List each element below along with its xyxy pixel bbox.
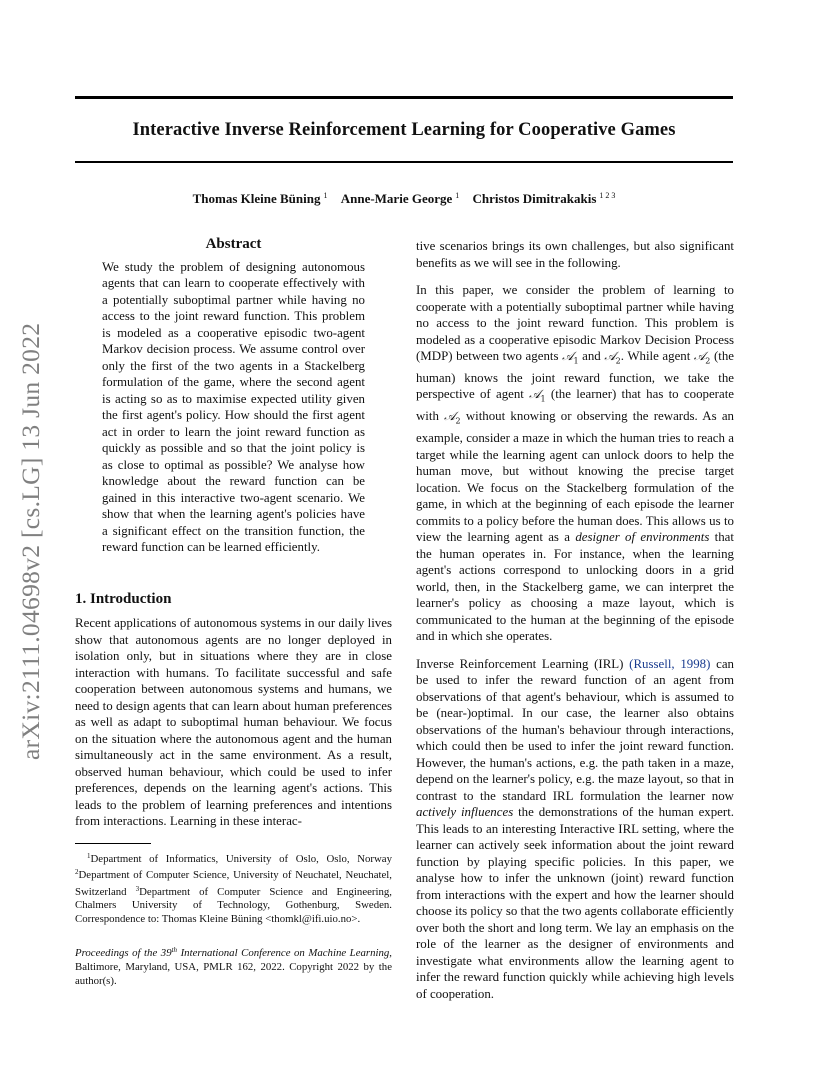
citation-link-russell-1998[interactable]: (Russell, 1998)	[629, 656, 711, 671]
abstract-text: We study the problem of designing autonomous agents that can learn to cooperate effectively with a potentially suboptimal partner while having no access to the joint reward function. This problem is modeled as a cooperative episodic two-agent Markov decision process. We assume control over only the first of the two agents in a Stackelberg formulation of the game, where the second agent is acting so as to maximise expected utility given the first agent's policy. How should the first agent act in order to learn the joint reward function as quickly as possible and so that the joint policy is as close to optimal as possible? We analyse how knowledge about the reward function can be gained in this interactive two-agent scenario. We show that when the learning agent's policies have a significant effect on the transition function, the reward function can be learned efficiently.	[102, 259, 365, 554]
abstract-heading: Abstract	[205, 236, 262, 252]
author-name: Anne-Marie George	[340, 191, 453, 206]
author-affiliation-mark: 1	[455, 191, 460, 200]
intro-paragraph-1: Recent applications of autonomous systems in our daily lives show that autonomous agents are no longer deployed in isolation only, but in situations where they are in close interaction with humans. To facilitate successful and safe cooperation between autonomous systems and humans, we need to design agents that can learn about human preferences as well as adapt to suboptimal human behaviour. We focus on the situation where the autonomous agent and the human simultaneously act in the same environment. As a result, observed human behaviour, which could be used to infer preferences, depends on the learning agent's actions. This leads to the problem of learning preferences and intentions from interactions. Learning in these interac-	[75, 616, 392, 828]
intro-paragraph-1-continued: tive scenarios brings its own challenges, but also significant benefits as we will see in the following.	[416, 239, 734, 270]
title-top-rule	[75, 96, 733, 99]
agent-symbol: 𝒜$_1$	[529, 387, 546, 404]
agent-symbol: 𝒜$_2$	[693, 349, 711, 366]
agent-symbol: 𝒜$_2$	[444, 409, 461, 426]
paper-title: Interactive Inverse Reinforcement Learning for Cooperative Games	[132, 120, 676, 140]
author-3	[473, 191, 616, 206]
author-list	[75, 191, 733, 207]
author-1	[193, 191, 328, 206]
author-affiliation-mark: 1	[323, 191, 328, 200]
section-heading-introduction: 1. Introduction	[75, 590, 172, 607]
intro-paragraph-2: In this paper, we consider the problem of learning to cooperate with a potentially suboptimal partner while having no access to the joint reward function. This problem is modeled as a cooperative episodic Markov Decision Process (MDP) between two agents 𝒜$_1$ and 𝒜$_2$. While agent 𝒜$_2$ (the human) knows the joint reward function, we take the perspective of agent 𝒜$_1$ (the learner) that has to cooperate with 𝒜$_2$ without knowing or observing the rewards. As an example, consider a maze in which the human tries to reach a target while the learning agent can unlock doors to help the human move, but without knowing the precise target location. We focus on the Stackelberg formulation of the game, in which at the beginning of each episode the learner commits to a policy before the human does. This allows us to view the learning agent as a designer of environments that the human operates in. For instance, when the learning agent's actions correspond to unlocking doors in a grid world, then, in the Stackelberg game, we can interpret the learner's policy as choosing a maze layout, which is communicated to the human at the beginning of the episode and in which she operates.	[416, 283, 734, 644]
affiliation-footnote: $^1$Department of Informatics, University of Oslo, Oslo, Norway $^2$Department of Computer Science, University of Neuchatel, Neuchatel, Switzerland $^3$Department of Computer Science and Engineering, Chalmers University of Technology, Gothenburg, Sweden. Correspondence to: Thomas Kleine Büning <thomkl@ifi.uio.no>.	[75, 851, 392, 925]
author-affiliation-mark: 1 2 3	[599, 191, 616, 200]
author-name: Christos Dimitrakakis	[472, 191, 597, 206]
proceedings-notice: Proceedings of the 39th International Conference on Machine Learning, Baltimore, Maryland, USA, PMLR 162, 2022. Copyright 2022 by the author(s).	[75, 946, 392, 987]
author-2	[341, 191, 460, 206]
agent-symbol: 𝒜$_1$	[562, 349, 579, 366]
intro-paragraph-3: Inverse Reinforcement Learning (IRL) (Russell, 1998) can be used to infer the reward function of an agent from observations of that agent's behaviour, which is assumed to be (near-)optimal. In our case, the learner also obtains observations of the human's behaviour through interactions, which could then be used to infer the joint reward function. However, the human's actions, e.g. the path taken in a maze, depend on the learner's policy, e.g. the maze layout, so that in contrast to the standard IRL formulation the learner now actively influences the demonstrations of the human expert. This leads to an interesting Interactive IRL setting, where the learner can actively seek information about the joint reward function by playing specific policies. In this paper, we analyse how to infer the unknown (joint) reward function from interactions with the expert and how the learner should choose its policy so that the two agents collaborate efficiently over both the short and long term. We lay an emphasis on the role of the learner as the designer of environments and investigate what environments allow the learning agent to infer the reward function quickly while achieving high levels of cooperation.	[416, 656, 734, 1001]
title-bottom-rule	[75, 161, 733, 163]
agent-symbol: 𝒜$_2$	[604, 349, 621, 366]
left-column	[75, 236, 392, 988]
footnote-rule	[75, 843, 151, 844]
author-name: Thomas Kleine Büning	[192, 191, 321, 206]
right-column	[416, 238, 734, 1013]
arxiv-identifier-stamp: arXiv:2111.04698v2 [cs.LG] 13 Jun 2022	[16, 322, 45, 760]
